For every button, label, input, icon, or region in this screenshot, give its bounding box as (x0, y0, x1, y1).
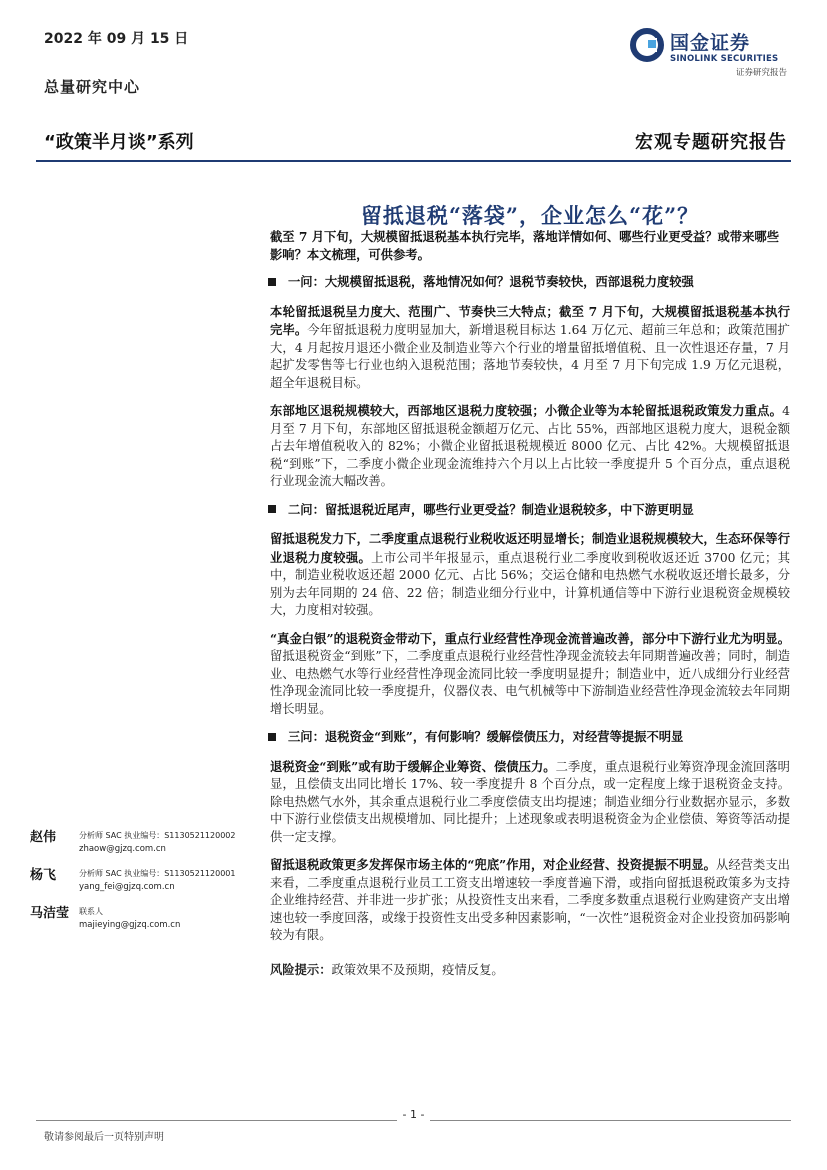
lead-summary: 截至 7 月下旬，大规模留抵退税基本执行完毕，落地详情如何、哪些行业更受益？或带来哪些影响？本文梳理，可供参考。 (270, 229, 779, 262)
paragraph (270, 402, 790, 491)
company-logo (630, 26, 790, 86)
paragraph-body: 留抵退税资金“到账”下，二季度重点退税行业经营性净现金流较去年同期普遍改善；同时，制造业、电热燃气水等行业经营性净现金流同比较一季度明显提升；制造业中，近八成细分行业经营性净现金流同比较一季度提升，仪器仪表、电气机械等中下游制造业经营性净现金流较去年同期增长明显。 (270, 649, 790, 716)
section-heading (268, 728, 790, 746)
report-type: 宏观专题研究报告 (635, 132, 787, 153)
report-date: 2022 年 09 月 15 日 (44, 31, 189, 47)
report-title: 留抵退税“落袋”，企业怎么“花”？ (360, 203, 700, 228)
analyst-entry (30, 902, 260, 940)
paragraph (270, 303, 790, 393)
analyst-list (30, 826, 260, 940)
disclaimer-note: 敬请参阅最后一页特别声明 (44, 1132, 164, 1143)
paragraph-lead: 本轮留抵退税呈力度大、范围广、节奏快三大特点；截至 7 月下旬，大规模留抵退税基本执行完毕。 (270, 303, 790, 337)
page-number-wrap (0, 1108, 827, 1121)
risk-warning (270, 961, 790, 980)
analyst-role: 分析师 SAC 执业编号：S1130521120001 (79, 869, 236, 878)
paragraph (270, 530, 790, 620)
logo-name-cn: 国金证券 (670, 32, 751, 54)
paragraph-body: 今年留抵退税力度明显加大，新增退税目标达 1.64 万亿元、超前三年总和；政策范围扩大，4 月起按月退还小微企业及制造业等六个行业的增量留抵增值税、且一次性退还存量，7 月起扩发零售等七行业也纳入退税范围；落地节奏较快，4 月至 7 月下旬完成 1.9 万亿元退税，超全年退税目标。 (270, 323, 790, 390)
page-number: - 1 - (397, 1108, 431, 1121)
research-center: 总量研究中心 (44, 78, 141, 96)
paragraph-body: 4 月至 7 月下旬，东部地区留抵退税金额超万亿元、占比 55%，西部地区退税力度大，退税金额占去年增值税收入的 82%；小微企业留抵退税规模近 8000 亿元、占比 42%。大规模留抵退税“到账”下，二季度小微企业现金流维持六个月以上占比较一季度提升 5 个百分点，重点退税行业现金流大幅改善。 (270, 404, 790, 488)
paragraph-body: 上市公司半年报显示，重点退税行业二季度收到税收返还近 3700 亿元；其中，制造业税收返还超 2000 亿元、占比 56%；交运仓储和电热燃气水税收返还增长最多，分别为去年同期的 24 倍、22 倍；制造业细分行业中，计算机通信等中下游行业退税资金规模较大，力度相对较强。 (270, 550, 790, 617)
risk-text: 政策效果不及预期，疫情反复。 (331, 962, 504, 977)
paragraph (270, 856, 790, 945)
logo-subtitle: 证券研究报告 (735, 68, 787, 78)
paragraph-body: 二季度，重点退税行业筹资净现金流回落明显，且偿债支出同比增长 17%、较一季度提升 8 个百分点，或一定程度上缘于退税资金支持。除电热燃气水外，其余重点退税行业二季度偿债支出均提速；制造业细分行业数据亦显示，多数中下游行业偿债支出规模增加、同比提升；上述现象或表明退税资金为企业偿债、筹资等活动提供一定支撑。 (270, 759, 790, 844)
analyst-email[interactable]: yang_fei@gjzq.com.cn (79, 882, 175, 892)
analyst-name: 赵伟 (30, 830, 57, 845)
analyst-name: 杨飞 (30, 868, 57, 883)
analyst-entry (30, 826, 260, 864)
header-divider (36, 160, 791, 162)
main-content (270, 228, 790, 979)
paragraph-lead: 退税资金“到账”或有助于缓解企业筹资、偿债压力。 (270, 758, 556, 774)
section-heading-text: 二问：留抵退税近尾声，哪些行业更受益？制造业退税较多，中下游更明显 (288, 501, 694, 517)
logo-name-en: SINOLINK SECURITIES (670, 54, 779, 64)
section-heading-text: 三问：退税资金“到账”，有何影响？缓解偿债压力，对经营等提振不明显 (288, 729, 684, 744)
section-heading (268, 273, 790, 291)
analyst-email[interactable]: zhaow@gjzq.com.cn (79, 844, 166, 854)
paragraph-body: 从经营类支出来看，二季度重点退税行业员工工资支出增速较一季度普遍下滑，或指向留抵退税政策多为支持企业维持经营、并非进一步扩张；从投资性支出来看，二季度多数重点退税行业购建资产支出增速也较一季度回落，或缘于投资性支出受多种因素影响，“一次性”退税资金对企业投资加码影响较为有限。 (270, 858, 790, 942)
paragraph (270, 758, 790, 847)
analyst-name: 马洁莹 (30, 906, 70, 921)
sinolink-logo-icon (630, 28, 664, 62)
paragraph-lead: 留抵退税政策更多发挥保市场主体的“兜底”作用，对企业经营、投资提振不明显。 (270, 857, 716, 872)
analyst-role: 分析师 SAC 执业编号：S1130521120002 (79, 831, 236, 840)
square-bullet-icon (268, 278, 276, 286)
section-heading (268, 501, 790, 519)
square-bullet-icon (268, 505, 276, 513)
analyst-entry (30, 864, 260, 902)
square-bullet-icon (268, 733, 276, 741)
section-heading-text: 一问：大规模留抵退税，落地情况如何？退税节奏较快，西部退税力度较强 (288, 274, 694, 289)
paragraph (270, 630, 790, 719)
risk-label: 风险提示： (270, 961, 332, 977)
analyst-email[interactable]: majieying@gjzq.com.cn (79, 920, 181, 930)
analyst-role: 联系人 (79, 907, 103, 916)
paragraph-lead: 东部地区退税规模较大，西部地区退税力度较强；小微企业等为本轮留抵退税政策发力重点。 (270, 403, 783, 418)
series-name: “政策半月谈”系列 (44, 132, 194, 153)
paragraph-lead: 留抵退税发力下，二季度重点退税行业税收返还明显增长；制造业退税规模较大，生态环保等行业退税力度较强。 (270, 531, 790, 565)
paragraph-lead: “真金白银”的退税资金带动下，重点行业经营性净现金流普遍改善，部分中下游行业尤为明显。 (270, 630, 790, 646)
